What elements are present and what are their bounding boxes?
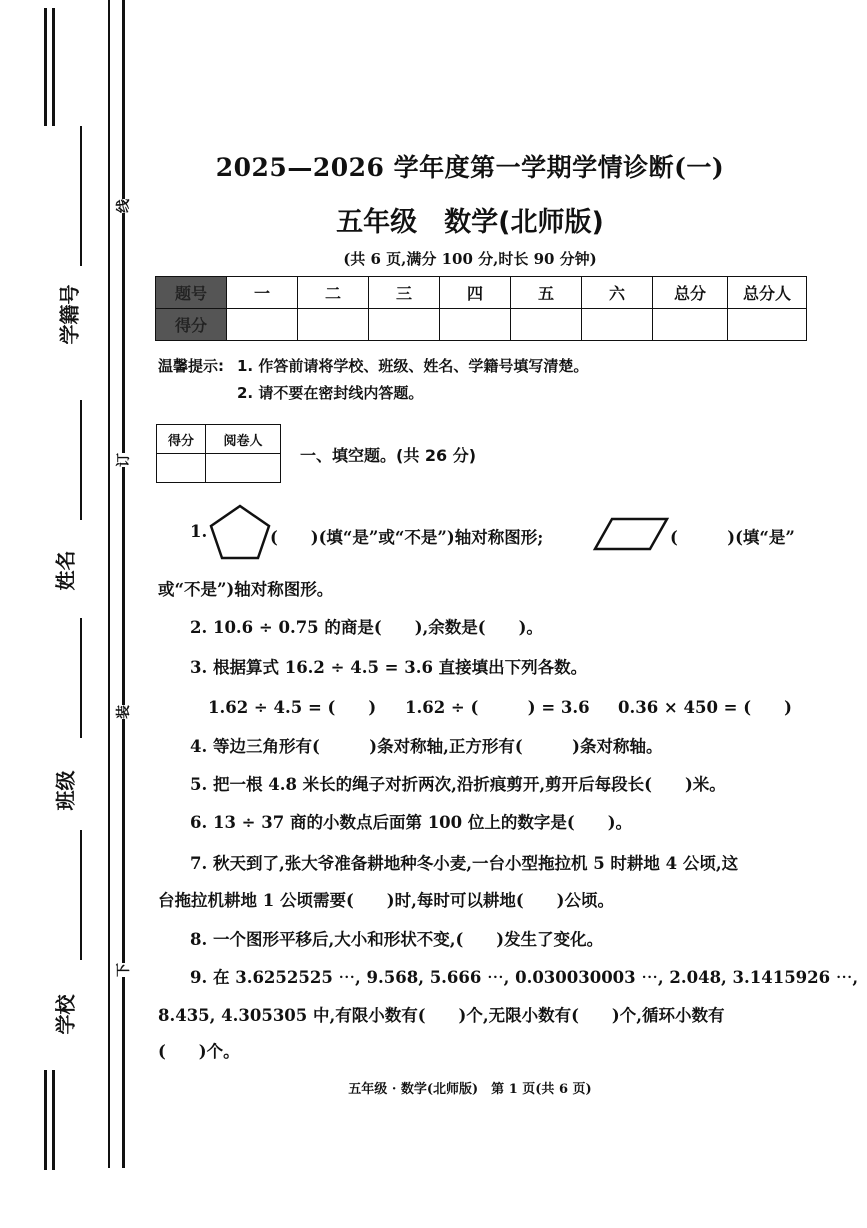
pentagon-figure (208, 503, 272, 561)
student-id-label: 学籍号 (57, 284, 82, 345)
margin-line-left (44, 8, 47, 126)
seal-char-xia: 下 (111, 963, 135, 977)
tip-line2: 2. 请不要在密封线内答题。 (237, 384, 424, 402)
page-footer: 五年级 · 数学(北师版) 第 1 页(共 6 页) (348, 1082, 592, 1097)
margin-line-left2 (52, 8, 55, 126)
seal-line-inner (108, 0, 110, 1168)
question-4: 4. 等边三角形有( )条对称轴,正方形有( )条对称轴。 (190, 737, 663, 756)
grader-score-label: 得分 (157, 425, 206, 454)
score-cell[interactable] (653, 309, 728, 341)
grader-name-cell[interactable] (206, 454, 281, 483)
score-col-6: 六 (582, 277, 653, 309)
score-cell[interactable] (298, 309, 369, 341)
score-cell[interactable] (511, 309, 582, 341)
score-table-row2-label: 得分 (156, 309, 227, 341)
question-3a: 1.62 ÷ 4.5 = ( ) (208, 698, 377, 717)
score-col-2: 二 (298, 277, 369, 309)
score-cell[interactable] (582, 309, 653, 341)
score-table-row1-label: 题号 (156, 277, 227, 309)
q1-text-b: ( )(填“是” (670, 528, 795, 547)
parallelogram-figure (592, 516, 670, 552)
question-3b: 1.62 ÷ ( ) = 3.6 (405, 698, 590, 717)
score-col-4: 四 (440, 277, 511, 309)
tip-prefix: 温馨提示: (158, 357, 224, 375)
exam-subtitle: 五年级 数学(北师版) (336, 207, 604, 238)
score-cell[interactable] (440, 309, 511, 341)
score-col-grader: 总分人 (728, 277, 807, 309)
seal-char-xian: 线 (111, 199, 135, 213)
score-table (155, 276, 807, 341)
grader-name-label: 阅卷人 (206, 425, 281, 454)
seal-char-zhuang: 装 (111, 705, 135, 719)
section-title: 一、填空题。(共 26 分) (300, 446, 477, 465)
q1-text-c: 或“不是”)轴对称图形。 (158, 580, 334, 599)
grader-score-cell[interactable] (157, 454, 206, 483)
question-9b: 8.435, 4.305305 中,有限小数有( )个,无限小数有( )个,循环小数有 (158, 1006, 725, 1025)
grader-table (156, 424, 281, 483)
margin-line-left4 (52, 1070, 55, 1170)
class-blank[interactable] (80, 618, 82, 738)
tip-line1: 1. 作答前请将学校、班级、姓名、学籍号填写清楚。 (237, 357, 589, 375)
question-3: 3. 根据算式 16.2 ÷ 4.5 = 3.6 直接填出下列各数。 (190, 658, 588, 677)
score-col-5: 五 (511, 277, 582, 309)
class-label: 班级 (53, 770, 78, 811)
name-blank[interactable] (80, 400, 82, 520)
q1-text-a: ( )(填“是”或“不是”)轴对称图形; (270, 528, 544, 547)
question-7b: 台拖拉机耕地 1 公顷需要( )时,每时可以耕地( )公顷。 (158, 891, 614, 910)
name-label: 姓名 (53, 550, 78, 591)
score-cell[interactable] (728, 309, 807, 341)
question-2: 2. 10.6 ÷ 0.75 的商是( ),余数是( )。 (190, 618, 543, 637)
score-col-total: 总分 (653, 277, 728, 309)
exam-title: 2025—2026 学年度第一学期学情诊断(一) (215, 153, 725, 182)
exam-info: (共 6 页,满分 100 分,时长 90 分钟) (343, 250, 597, 268)
score-col-3: 三 (369, 277, 440, 309)
question-8: 8. 一个图形平移后,大小和形状不变,( )发生了变化。 (190, 930, 604, 949)
question-6: 6. 13 ÷ 37 商的小数点后面第 100 位上的数字是( )。 (190, 813, 632, 832)
q1-number: 1. (190, 522, 208, 541)
seal-char-ding: 订 (111, 453, 135, 467)
score-cell[interactable] (227, 309, 298, 341)
question-9a: 9. 在 3.6252525 ⋯, 9.568, 5.666 ⋯, 0.030030003 ⋯, 2.048, 3.1415926 ⋯, (190, 968, 859, 987)
student-id-blank[interactable] (80, 126, 82, 266)
school-blank[interactable] (80, 830, 82, 960)
question-7a: 7. 秋天到了,张大爷准备耕地种冬小麦,一台小型拖拉机 5 时耕地 4 公顷,这 (190, 854, 739, 873)
question-9c: ( )个。 (158, 1042, 240, 1061)
school-label: 学校 (53, 994, 78, 1035)
question-3c: 0.36 × 450 = ( ) (618, 698, 792, 717)
score-col-1: 一 (227, 277, 298, 309)
question-5: 5. 把一根 4.8 米长的绳子对折两次,沿折痕剪开,剪开后每段长( )米。 (190, 775, 726, 794)
score-cell[interactable] (369, 309, 440, 341)
margin-line-left3 (44, 1070, 47, 1170)
